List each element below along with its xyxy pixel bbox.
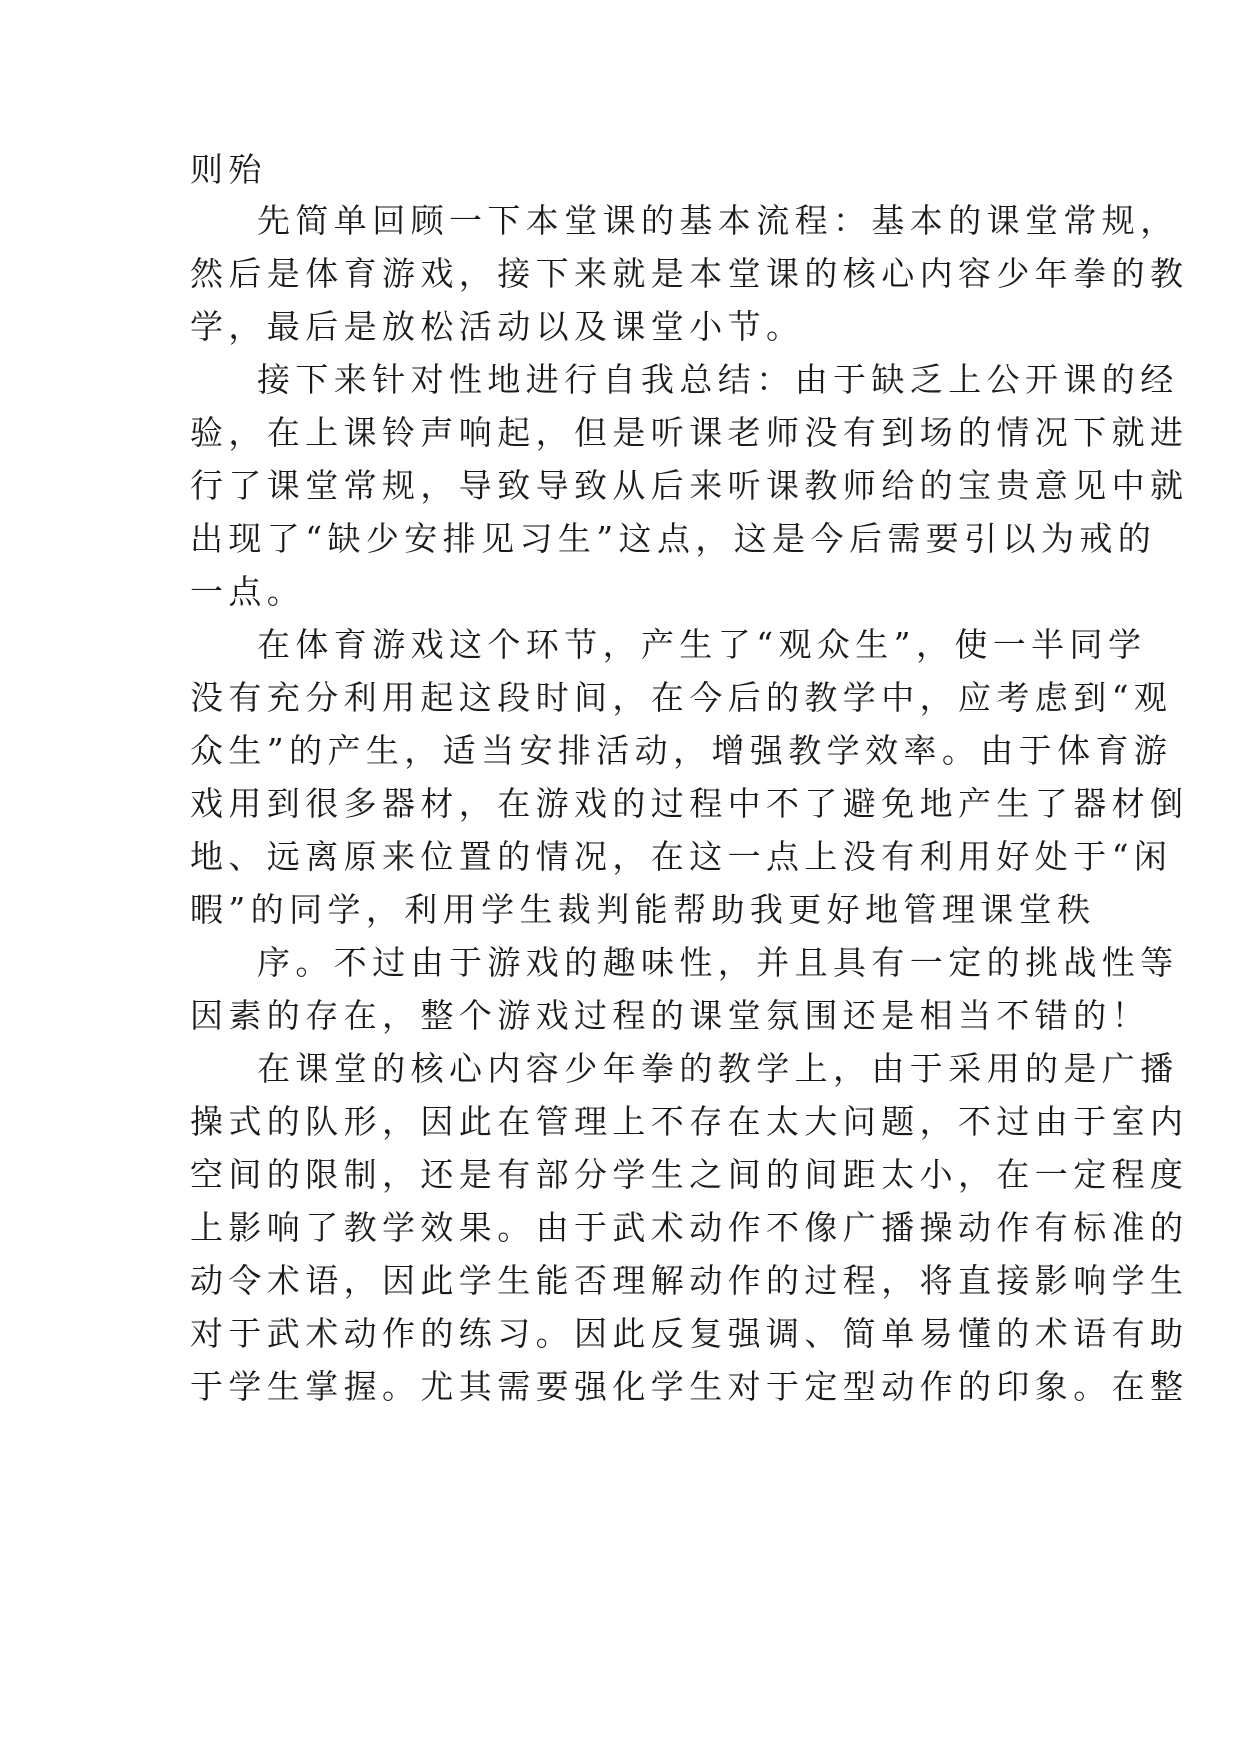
text-line: 出现了“缺少安排见习生”这点，这是今后需要引以为戒的 (190, 519, 1157, 558)
text-line: 序。不过由于游戏的趣味性，并且具有一定的挑战性等 (257, 943, 1179, 982)
text-line: 在体育游戏这个环节，产生了“观众生”，使一半同学 (257, 625, 1147, 664)
text-line: 则殆 (190, 150, 267, 189)
text-line: 动令术语，因此学生能否理解动作的过程，将直接影响学生 (190, 1261, 1189, 1300)
text-line: 对于武术动作的练习。因此反复强调、简单易懂的术语有助 (190, 1314, 1189, 1353)
text-line: 因素的存在，整个游戏过程的课堂氛围还是相当不错的！ (190, 996, 1150, 1035)
text-line: 地、远离原来位置的情况，在这一点上没有利用好处于“闲 (190, 837, 1173, 876)
text-line: 暇”的同学，利用学生裁判能帮助我更好地管理课堂秩 (190, 890, 1096, 929)
text-line: 学，最后是放松活动以及课堂小节。 (190, 307, 805, 346)
text-line: 先简单回顾一下本堂课的基本流程：基本的课堂常规， (257, 201, 1179, 240)
text-line: 戏用到很多器材，在游戏的过程中不了避免地产生了器材倒 (190, 784, 1189, 823)
text-line: 行了课堂常规，导致导致从后来听课教师给的宝贵意见中就 (190, 466, 1189, 505)
text-line: 接下来针对性地进行自我总结：由于缺乏上公开课的经 (257, 360, 1179, 399)
text-line: 在课堂的核心内容少年拳的教学上，由于采用的是广播 (257, 1049, 1179, 1088)
text-line: 没有充分利用起这段时间，在今后的教学中，应考虑到“观 (190, 678, 1173, 717)
text-line: 众生”的产生，适当安排活动，增强教学效率。由于体育游 (190, 731, 1173, 770)
text-line: 一点。 (190, 572, 306, 611)
text-line: 然后是体育游戏，接下来就是本堂课的核心内容少年拳的教 (190, 254, 1189, 293)
text-line: 操式的队形，因此在管理上不存在太大问题，不过由于室内 (190, 1102, 1189, 1141)
text-line: 验，在上课铃声响起，但是听课老师没有到场的情况下就进 (190, 413, 1189, 452)
text-line: 于学生掌握。尤其需要强化学生对于定型动作的印象。在整 (190, 1367, 1189, 1406)
text-line: 上影响了教学效果。由于武术动作不像广播操动作有标准的 (190, 1208, 1189, 1247)
text-line: 空间的限制，还是有部分学生之间的间距太小，在一定程度 (190, 1155, 1189, 1194)
